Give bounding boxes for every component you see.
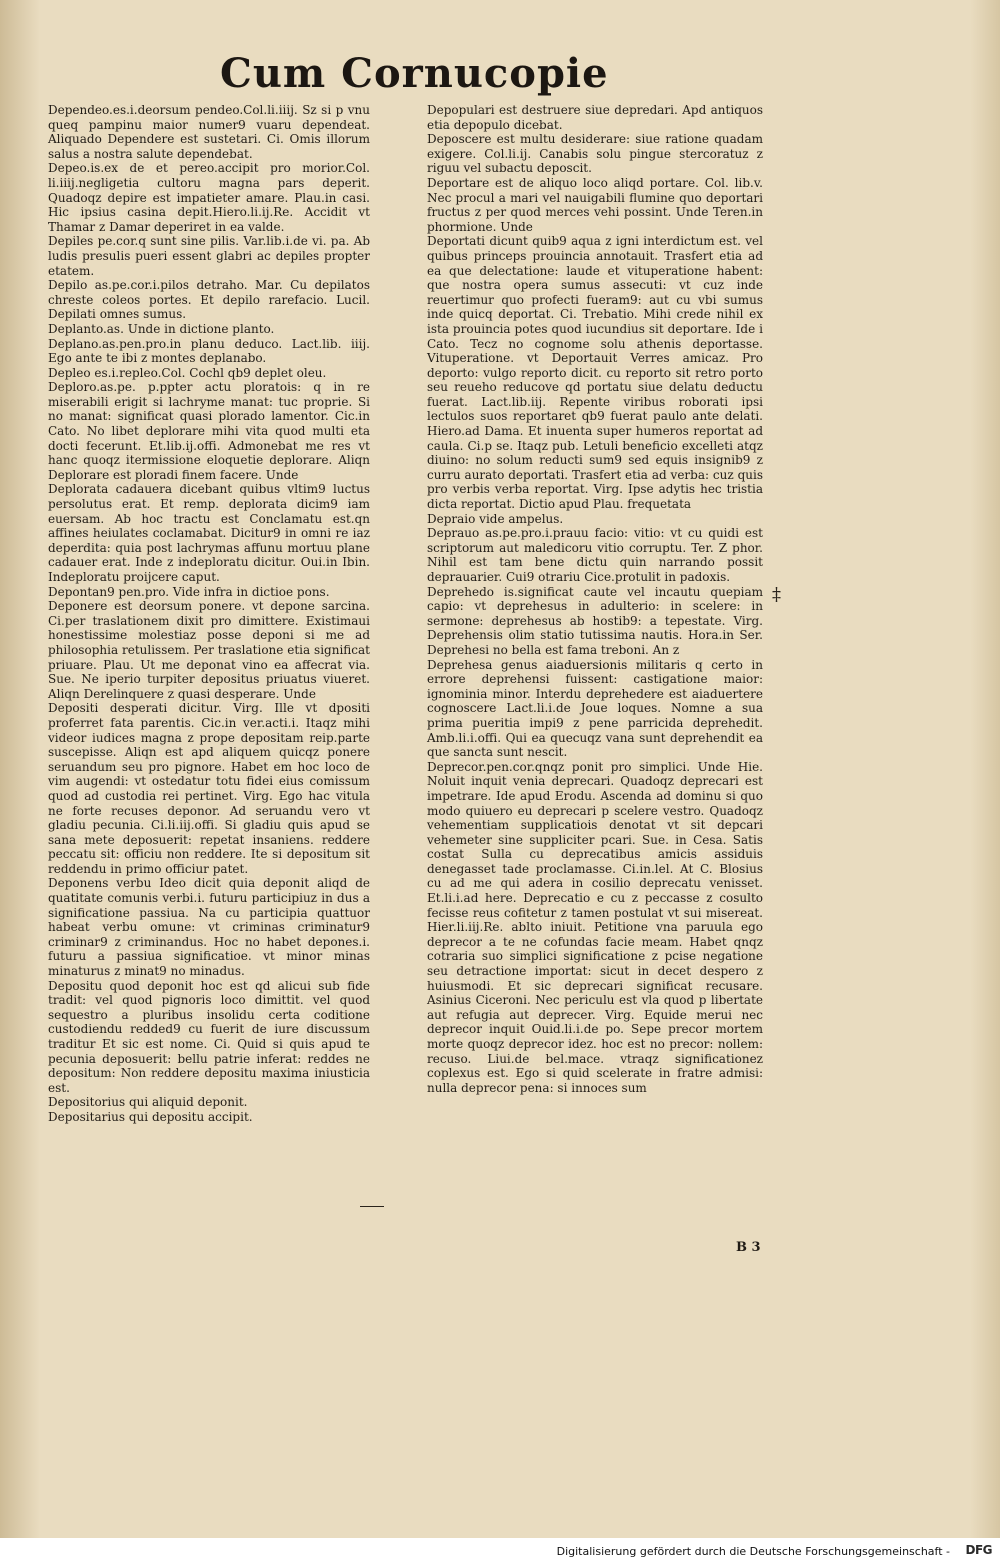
entry-paragraph: Depositu quod deponit hoc est qd alicui sub fide tradit: vel quod pignoris loco dimittit. vel quod sequestro a pluribus insolidu certa coditione custodiendu redded9 cu fuerit de iure discussum traditur Et sic est nome. Ci. Quid si quis apud te pecunia deposuerit: bellu patrie inferat: reddes ne depositum: Non reddere depositu maxima iniusticia est.	[48, 978, 370, 1095]
entry-paragraph: Depeo.is.ex de et pereo.accipit pro morior.Col. li.iiij.negligetia cultoru magna pars deperit. Quadoqz depire est impatieter amare. Plau.in casi. Hic ipsius casina depit.Hiero.li.ij.Re. Accidit vt Thamar z Damar deperiret in ea valde.	[48, 161, 370, 234]
entry-paragraph: Deprehedo is.significat caute vel incautu quepiam capio: vt deprehesus in adulterio: in scelere: in sermone: deprehesus ab hostib9: a tepestate. Virg. Deprehensis olim statio tutissima nautis. Hora.in Ser. Deprehesi no bella est fama treboni. An z	[427, 584, 763, 657]
margin-mark-icon: ‡	[772, 584, 781, 605]
entry-paragraph: Deportare est de aliquo loco aliqd portare. Col. lib.v. Nec procul a mari vel nauigabili flumine quo deportari fructus z per quod merces vehi possint. Unde Teren.in phormione. Unde	[427, 175, 763, 234]
column-end-rule	[360, 1206, 384, 1208]
entry-paragraph: Depontan9 pen.pro. Vide infra in dictioe pons.	[48, 584, 330, 599]
entry-paragraph: Depleo es.i.repleo.Col. Cochl qb9 deplet oleu.	[48, 365, 327, 380]
entry-paragraph: Deploro.as.pe. p.ppter actu ploratois: q in re miserabili erigit si lachryme manat: tuc proprie. Si no manat: significat quasi plorado lamentor. Cic.in Cato. No libet deplorare mihi vita quod multi eta docti fecerunt. Et.lib.ij.offi. Admonebat me res vt hanc quoqz itermissione eloquetie deplorare. Aliqn Deplorare est ploradi finem facere. Unde	[48, 380, 370, 482]
dfg-logo-icon: DFG	[965, 1543, 992, 1557]
running-head: Cum Cornucopie	[220, 50, 609, 97]
entry-paragraph: Deplano.as.pen.pro.in planu deduco. Lact.lib. iiij. Ego ante te ibi z montes deplanabo.	[48, 336, 370, 366]
footer-bar	[0, 1538, 1000, 1564]
right-column	[427, 103, 763, 1095]
entry-paragraph: Deponens verbu Ideo dicit quia deponit aliqd de quatitate comunis verbi.i. futuru participiuz in dus a significatione passiua. Na cu participia quattuor habeat verbu omune: vt criminas criminatur9 criminar9 z criminandus. Hoc no habet depones.i. futuru a passiua significatioe. vt minor minas minaturus z minat9 no minadus.	[48, 876, 370, 979]
entry-paragraph: Deprehesa genus aiaduersionis militaris q certo in errore deprehensi fuissent: castigatione maior: ignominia minor. Interdu deprehedere est aiaduertere cognoscere Lact.li.i.de Joue loques. Nomne a sua prima pueritia impi9 z pene parricida deprehedit. Amb.li.i.offi. Qui ea quecuqz vana sunt deprehendit ea que sancta sunt nescit.	[427, 657, 763, 760]
entry-paragraph: Deprauo as.pe.pro.i.prauu facio: vitio: vt cu quidi est scriptorum aut maledicoru vitio corruptu. Ter. Z phor. Nihil est tam bene dictu quin narrando possit deprauarier. Cui9 otrariu Cice.protulit in padoxis.	[427, 526, 763, 584]
entry-paragraph: Depiles pe.cor.q sunt sine pilis. Var.lib.i.de vi. pa. Ab ludis presulis pueri essent glabri ac depiles propter etatem.	[48, 234, 370, 278]
footer-credit: Digitalisierung gefördert durch die Deutsche Forschungsgemeinschaft -	[556, 1545, 950, 1558]
entry-paragraph: Deponere est deorsum ponere. vt depone sarcina. Ci.per traslationem dixit pro dimittere. Existimaui honestissime molestiaz posse deponi si me ad philosophia retulissem. Per traslatione etia significat priuare. Plau. Ut me deponat vino ea affecrat via. Sue. Ne iperio turpiter depositus priuatus viueret. Aliqn Derelinquere z quasi desperare. Unde	[48, 599, 370, 701]
entry-paragraph: Depilo as.pe.cor.i.pilos detraho. Mar. Cu depilatos chreste coleos portes. Et depilo rarefacio. Lucil. Depilati omnes sumus.	[48, 278, 370, 322]
entry-paragraph: Deprecor.pen.cor.qnqz ponit pro simplici. Unde Hie. Noluit inquit venia deprecari. Quadoqz deprecari est impetrare. Ide apud Erodu. Ascenda ad dominu si quo modo quiuero eu deprecari p scelere vestro. Quadoqz vehementiam supplicatiois denotat vt sit depcari vehemeter sine suppliciter pcari. Sue. in Cesa. Satis costat Sulla cu deprecatibus amicis assiduis denegasset tade proclamasse. Ci.in.lel. At C. Blosius cu ad me qui adera in cosilio deprecatu venisset. Et.li.i.ad here. Deprecatio e cu z peccasse z cosulto fecisse reus cofitetur z tamen postulat vt sui misereat. Hier.li.iij.Re. ablto iniuit. Petitione vna paruula ego deprecor a te ne cofundas facie meam. Habet qnqz cotraria suo simplici significatione z pcise negatione seu detractione importat: sicut in decet despero z huiusmodi. Et sic deprecari significat recusare. Asinius Ciceroni. Nec periculu est vla quod p libertate aut refugia aut deprecer. Virg. Equide merui nec deprecor inquit Ouid.li.i.de po. Sepe precor mortem morte quoqz deprecor idez. hoc est no precor: nollem: recuso. Liui.de bel.mace. vtraqz significationez coplexus est. Ego si quid scelerate in fratre admisi: nulla deprecor pena: si innoces sum	[427, 759, 763, 1095]
page-edge-shadow-right	[970, 0, 1000, 1538]
entry-paragraph: Depositi desperati dicitur. Virg. Ille vt dpositi proferret fata parentis. Cic.in ver.acti.i. Itaqz mihi videor iudices magna z prope depositam reip.parte suscepisse. Aliqn est apd aliquem quicqz ponere seruandum seu pro pignore. Habet em hoc loco de vim augendi: vt ostedatur totu fidei eius comissum quod ad custodia rei pertinet. Virg. Ego hac vitula ne forte recuses deponor. Ad seruandu vero vt gladiu pecunia. Ci.li.iij.offi. Si gladiu quis apud se sana mete deposuerit: repetat insaniens. reddere peccatu sit: officiu non reddere. Ite si depositum sit reddendu in primo officiur patet.	[48, 701, 370, 876]
entry-paragraph: Depraio vide ampelus.	[427, 511, 564, 526]
entry-paragraph: Depopulari est destruere siue depredari. Apd antiquos etia depopulo dicebat.	[427, 103, 763, 132]
entry-paragraph: Deplanto.as. Unde in dictione planto.	[48, 321, 275, 336]
entry-paragraph: Deportati dicunt quib9 aqua z igni interdictum est. vel quibus princeps prouincia annotauit. Trasfert etia ad ea que delectatione: laude et vituperatione habent: que nostra opera sumus assecuti: vt cuz inde reuertimur quo profecti fueram9: aut cu vbi sumus inde quicq deportat. Ci. Trebatio. Mihi crede nihil ex ista prouincia potes quod iucundius sit deportare. Ide i Cato. Tecz no cognome solu athenis deportasse. Vituperatione. vt Deportauit Verres amicaz. Pro deporto: vulgo reporto dicit. cu reporto sit retro porto seu reueho reducove qd portatu siue delatu deductu fuerat. Lact.lib.iij. Repente viribus roborati ipsi lectulos suos reportaret qb9 fuerat paulo ante delati. Hiero.ad Dama. Et inuenta super humeros reportat ad caula. Ci.p se. Itaqz pub. Letuli beneficio excelleti atqz diuino: no solum reducti sum9 sed equis insignib9 z curru aurato deportati. Trasfert etia ad verba: cuz quis pro verbis verba reportat. Virg. Ipse adytis hec tristia dicta reportat. Dictio apud Plau. frequetata	[427, 234, 763, 512]
page-edge-shadow-left	[0, 0, 40, 1538]
entry-paragraph: Depositarius qui depositu accipit.	[48, 1109, 253, 1124]
entry-paragraph: Deposcere est multu desiderare: siue ratione quadam exigere. Col.li.ij. Canabis solu pingue stercoratuz z riguu vel subactu deposcit.	[427, 132, 763, 176]
entry-paragraph: Deplorata cadauera dicebant quibus vltim9 luctus persolutus erat. Et remp. deplorata dicim9 iam euersam. Ab hoc tractu est Conclamatu est.qn affines heiulates coclamabat. Dicitur9 in omni re iaz deperdita: quia post lachrymas affunu mortuu plane cadauer erat. Inde z indeploratu dicitur. Oui.in Ibin. Indeploratu proijcere caput.	[48, 482, 370, 584]
signature-mark: B 3	[736, 1240, 761, 1255]
entry-paragraph: Dependeo.es.i.deorsum pendeo.Col.li.iiij. Sz si p vnu queq pampinu maior numer9 vuaru dependeat. Aliquado Dependere est sustetari. Ci. Omis illorum salus a nostra salute dependebat.	[48, 103, 370, 161]
entry-paragraph: Depositorius qui aliquid deponit.	[48, 1095, 248, 1110]
left-column	[48, 103, 370, 1125]
